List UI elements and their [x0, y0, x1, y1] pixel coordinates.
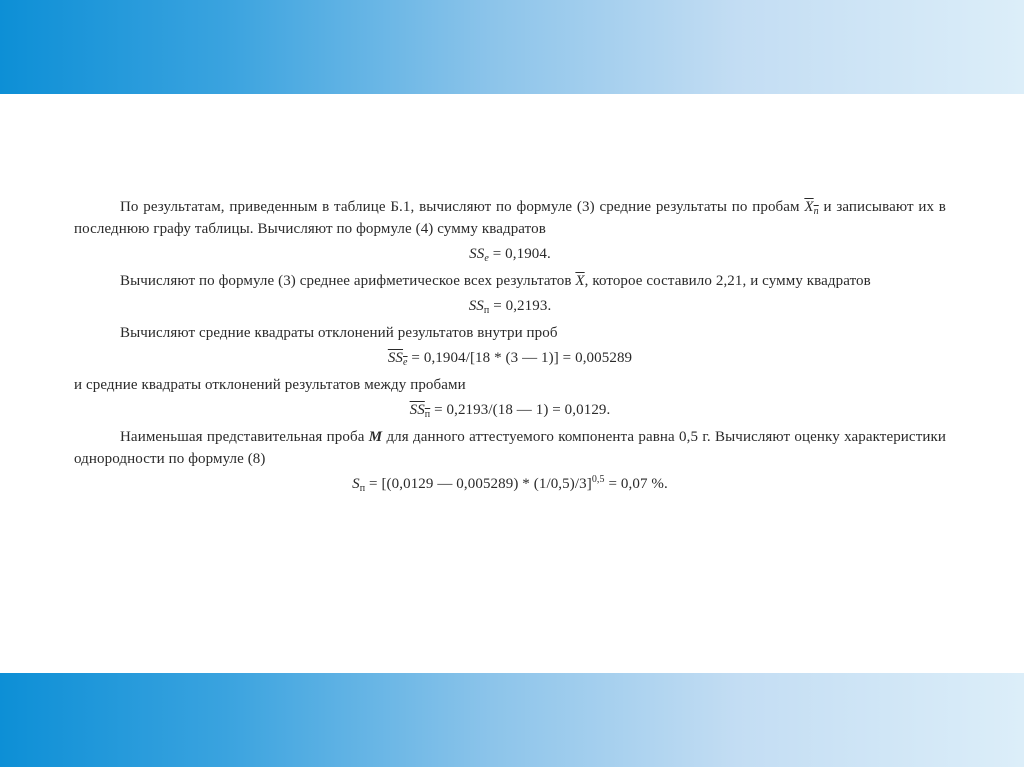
- paragraph-5-text-b: для данного аттестуемого компонента равна 0,5 г. Вычисляют оценку характеристики однородности по формуле (8): [74, 429, 946, 467]
- formula-mean-sse: [74, 347, 946, 369]
- formula-ssp-value: = 0,2193.: [489, 298, 552, 314]
- paragraph-5-text-a: Наименьшая представительная проба: [120, 429, 369, 445]
- formula-homogeneity: [74, 473, 946, 495]
- formula-sse-var: SS: [469, 246, 485, 262]
- formula-sse-sub: e: [484, 253, 489, 264]
- formula-mean-ssp: [74, 399, 946, 421]
- sample-mean-symbol: [804, 199, 818, 215]
- formula-ssp-sub: п: [483, 305, 490, 316]
- formula-mean-ssp-value: = 0,2193/(18 — 1) = 0,0129.: [430, 402, 611, 418]
- paragraph-2-text-b: , которое составило 2,21, и сумму квадратов: [584, 273, 871, 289]
- formula-homogeneity-result: = 0,07 %.: [604, 476, 668, 492]
- paragraph-4: и средние квадраты отклонений результатов между пробами: [74, 377, 466, 393]
- paragraph-3: Вычисляют средние квадраты отклонений результатов внутри проб: [120, 325, 558, 341]
- bottom-decorative-band: [0, 673, 1024, 767]
- formula-homogeneity-exponent: 0,5: [591, 474, 605, 485]
- formula-mean-sse-sub: e: [403, 357, 408, 368]
- formula-sse-value: = 0,1904.: [488, 246, 551, 262]
- paragraph-5: [74, 426, 946, 470]
- formula-sse: [74, 243, 946, 265]
- formula-homogeneity-expr: = [(0,0129 — 0,005289) * (1/0,5)/3]: [365, 476, 592, 492]
- grand-mean-symbol: $\overline{X}$: [575, 273, 585, 289]
- paragraph-1-text-a: По результатам, приведенным в таблице Б.1, вычисляют по формуле (3) средние результаты по пробам: [120, 199, 800, 215]
- formula-mean-sse-value: = 0,1904/[18 * (3 — 1)] = 0,005289: [407, 350, 633, 366]
- formula-mean-sse-symbol: [388, 350, 408, 366]
- formula-homogeneity-sub: п: [359, 483, 366, 494]
- paragraph-1: [74, 196, 946, 240]
- paragraph-2: [74, 270, 946, 292]
- paragraph-2-text-a: Вычисляют по формуле (3) среднее арифметическое всех результатов: [120, 273, 576, 289]
- formula-ssp-var: SS: [468, 298, 484, 314]
- formula-homogeneity-var: S: [352, 476, 360, 492]
- formula-mean-ssp-symbol: [410, 402, 431, 418]
- formula-ssp: [74, 295, 946, 317]
- formula-mean-sse-var: SS: [387, 350, 404, 366]
- sample-mean-subscript: п: [813, 206, 819, 217]
- formula-mean-ssp-sub: п: [424, 409, 431, 420]
- paragraph-1-text-b: и записывают их в последнюю графу таблицы. Вычисляют по формуле (4) сумму квадратов: [74, 199, 946, 237]
- min-sample-symbol: M: [368, 429, 383, 445]
- sample-mean-var: X: [804, 199, 814, 215]
- top-decorative-band: [0, 0, 1024, 94]
- formula-mean-ssp-var: SS: [409, 402, 425, 418]
- document-text: [74, 196, 946, 500]
